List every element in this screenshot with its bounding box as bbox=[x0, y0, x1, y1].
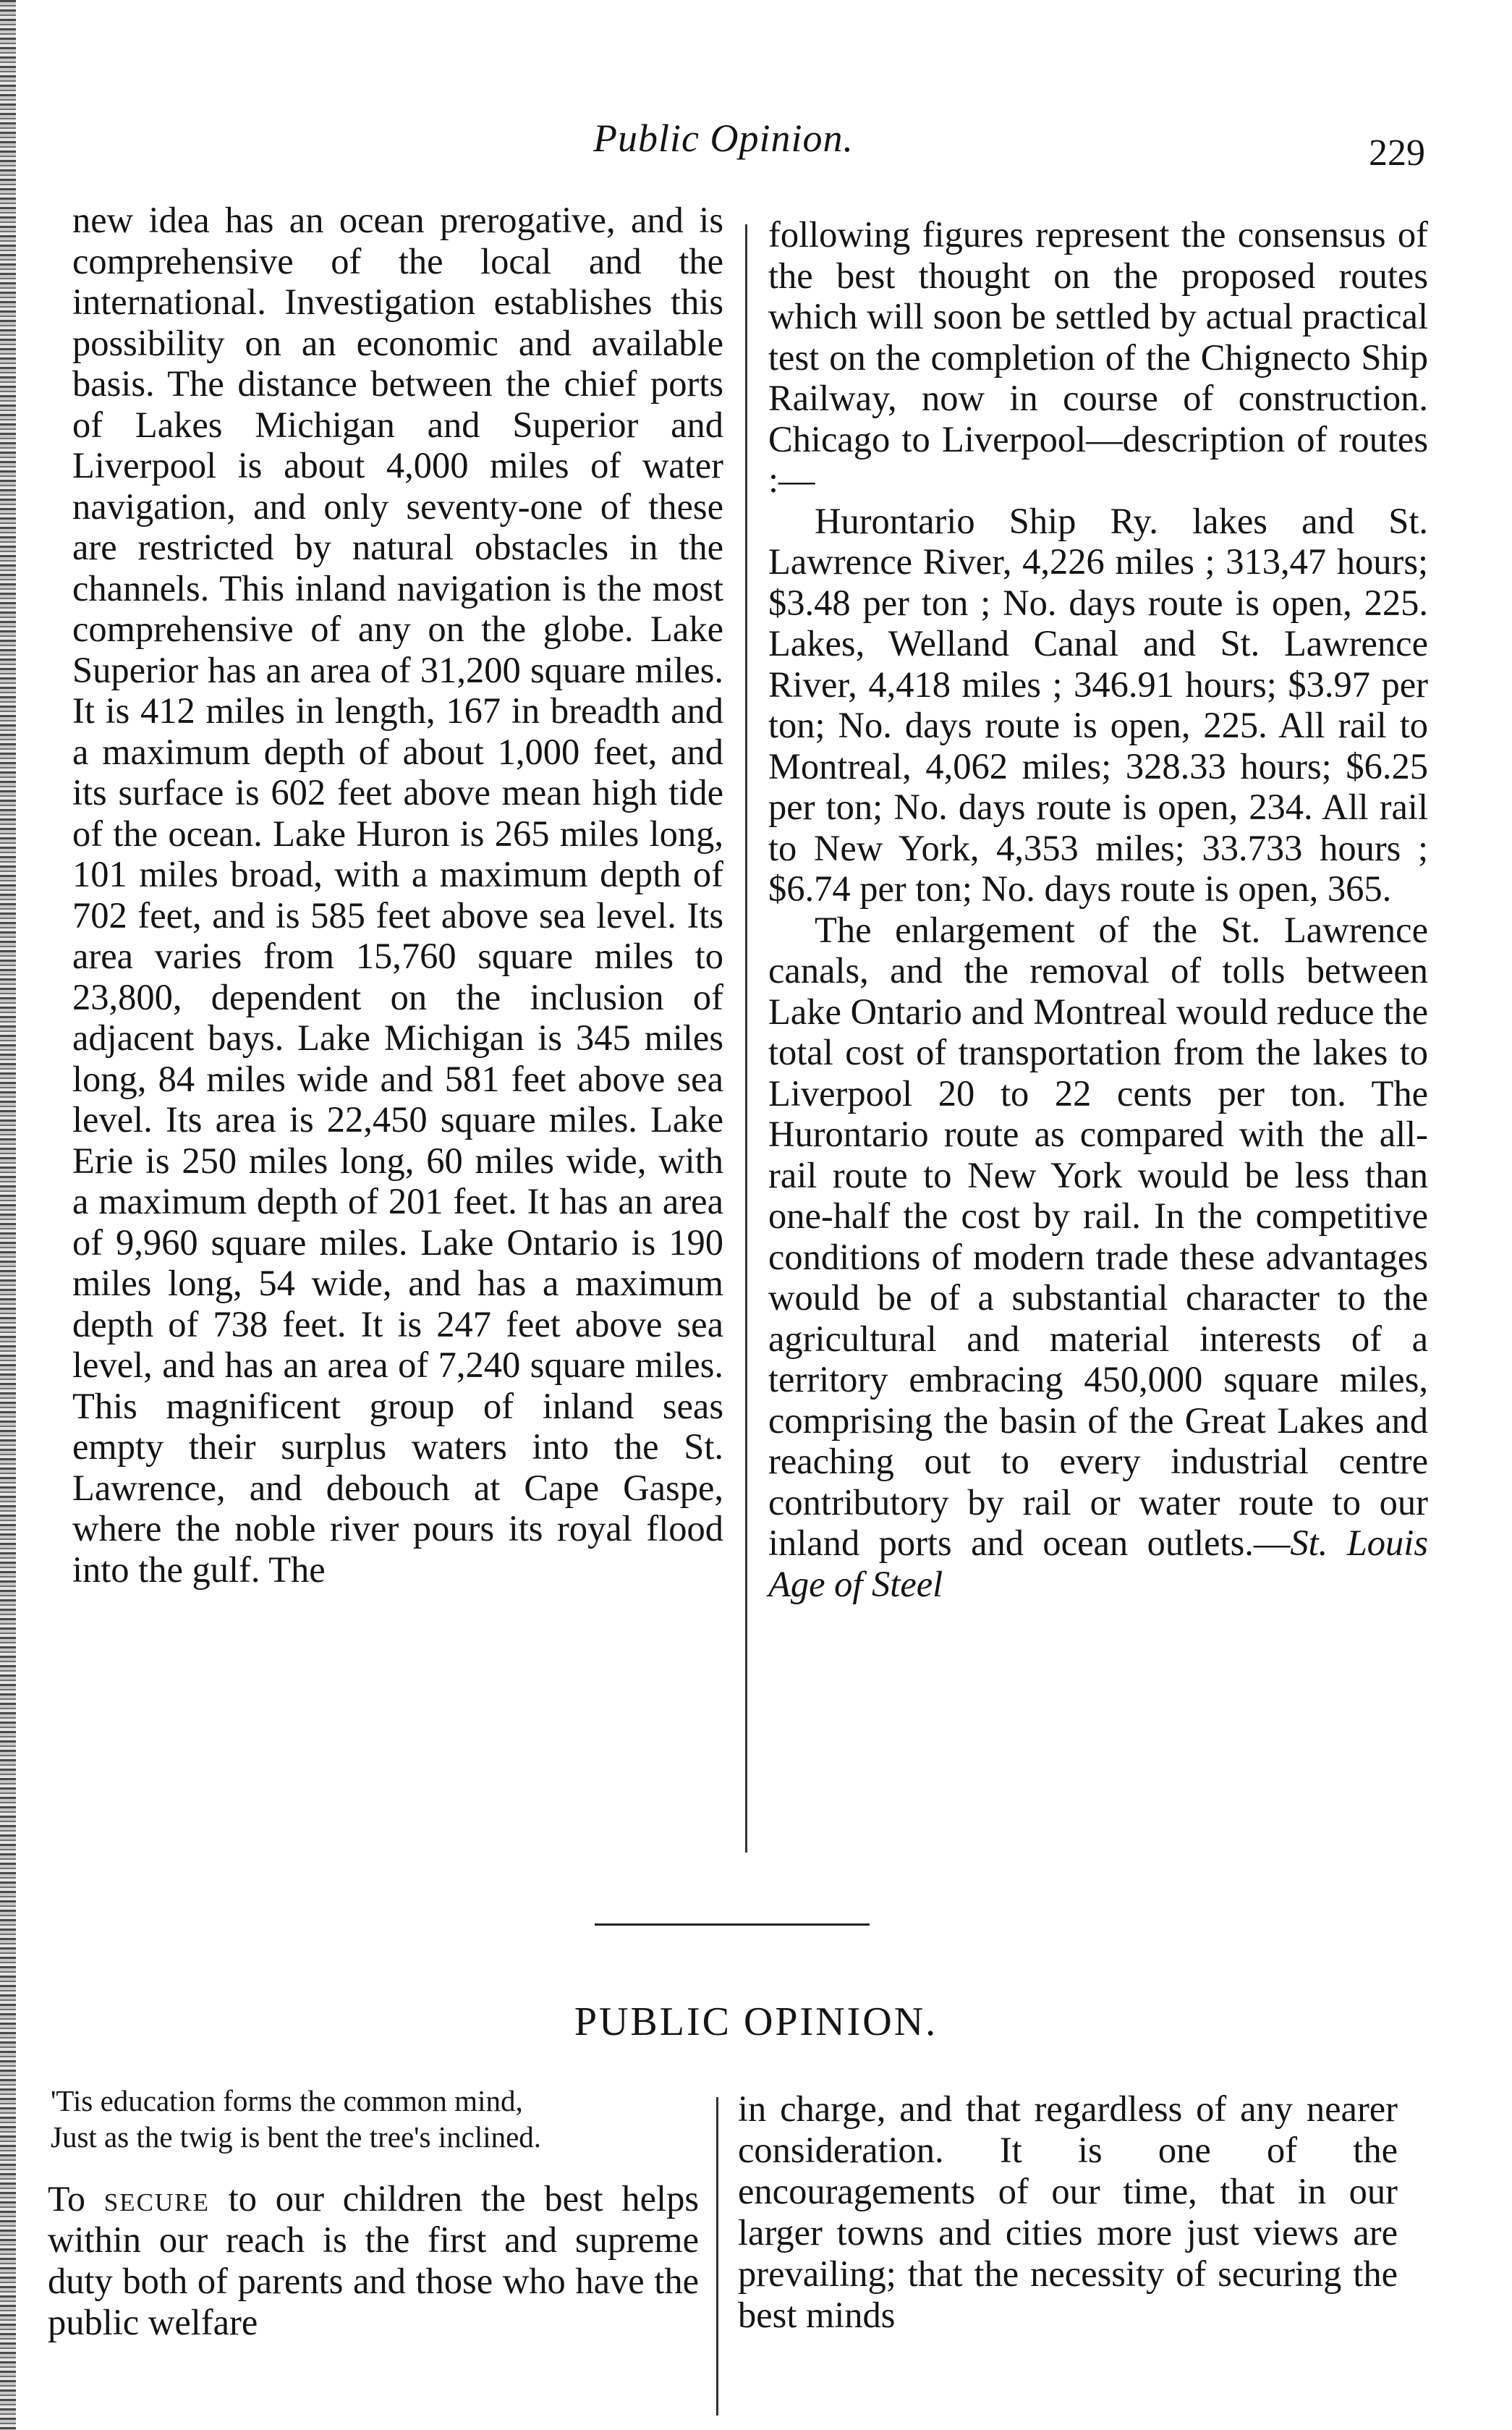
paragraph: following figures represent the consensus of the best thought on the proposed routes which will soon be settled by actual practical test on the completion of the Chignecto Ship Railway, now in course of construction. Chicago to Liverpool—description of routes :— bbox=[768, 214, 1428, 500]
epigraph-line: Just as the twig is bent the tree's inclined. bbox=[51, 2120, 542, 2154]
paragraph: in charge, and that regardless of any nearer consideration. It is one of the encouragements of our time, that in our larger towns and cities more just views are prevailing; that the necessity of securing the best minds bbox=[738, 2088, 1398, 2335]
column-divider bbox=[716, 2097, 718, 2416]
paragraph-text: The enlargement of the St. Lawrence canals, and the removal of tolls between Lake Ontario and Montreal would reduce the total cost of transportation from the lakes to Liverpool 20 to 22 cents per ton. The Hurontario route as compared with the all-rail route to New York would be less than one-half the cost by rail. In the competitive conditions of modern trade these advantages would be of a substantial character to the agricultural and material interests of a territory embracing 450,000 square miles, comprising the basin of the Great Lakes and reaching out to every industrial centre contributory by rail or water route to our inland ports and ocean outlets.— bbox=[768, 909, 1428, 1563]
paragraph: new idea has an ocean prerogative, and is comprehensive of the local and the international. Investigation establishes this possibility on an economic and available basis. The distance between the chief ports of Lakes Michigan and Superior and Liverpool is about 4,000 miles of water navigation, and only seventy-one of these are restricted by natural obstacles in the channels. This inland navigation is the most comprehensive of any on the globe. Lake Superior has an area of 31,200 square miles. It is 412 miles in length, 167 in breadth and a maximum depth of about 1,000 feet, and its surface is 602 feet above mean high tide of the ocean. Lake Huron is 265 miles long, 101 miles broad, with a maximum depth of 702 feet, and is 585 feet above sea level. Its area varies from 15,760 square miles to 23,800, dependent on the inclusion of adjacent bays. Lake Michigan is 345 miles long, 84 miles wide and 581 feet above sea level. Its area is 22,450 square miles. Lake Erie is 250 miles long, 60 miles wide, with a maximum depth of 201 feet. It has an area of 9,960 square miles. Lake Ontario is 190 miles long, 54 wide, and has a maximum depth of 738 feet. It is 247 feet above sea level, and has an area of 7,240 square miles. This magnificent group of inland seas empty their surplus waters into the St. Lawrence, and debouch at Cape Gaspe, where the noble river pours its royal flood into the gulf. The bbox=[72, 200, 723, 1590]
article-column-right bbox=[768, 214, 1428, 1893]
lead-word: To bbox=[48, 2178, 86, 2219]
running-head bbox=[0, 116, 1512, 174]
section-heading: PUBLIC OPINION. bbox=[574, 1999, 938, 2044]
section-separator-rule bbox=[595, 1923, 870, 1926]
paragraph-enlargement bbox=[768, 910, 1428, 1605]
page-binding-edge bbox=[0, 0, 16, 2430]
paragraph-text: to our children the best helps within our reach is the first and supreme duty both of parents and those who have the public welfare bbox=[48, 2178, 699, 2342]
lead-smallcaps: secure bbox=[103, 2178, 210, 2219]
page-number: 229 bbox=[1369, 132, 1425, 174]
section-column-left bbox=[48, 2178, 699, 2424]
paragraph-routes: Hurontario Ship Ry. lakes and St. Lawrence River, 4,226 miles ; 313,47 hours; $3.48 per ton ; No. days route is open, 225. Lakes, Welland Canal and St. Lawrence River, 4,418 miles ; 346.91 hours; $3.97 per ton; No. days route is open, 225. All rail to Montreal, 4,062 miles; 328.33 hours; $6.25 per ton; No. days route is open, 234. All rail to New York, 4,353 miles; 33.733 hours ; $6.74 per ton; No. days route is open, 365. bbox=[768, 500, 1428, 909]
epigraph bbox=[51, 2083, 702, 2155]
article-column-left bbox=[72, 200, 723, 1879]
running-title: Public Opinion. bbox=[593, 117, 854, 160]
column-divider bbox=[745, 224, 747, 1853]
paragraph bbox=[48, 2178, 699, 2343]
section-column-right bbox=[738, 2088, 1398, 2421]
epigraph-line: 'Tis education forms the common mind, bbox=[51, 2084, 523, 2117]
article-source: St. Louis Age of Steel bbox=[768, 1523, 1428, 1604]
